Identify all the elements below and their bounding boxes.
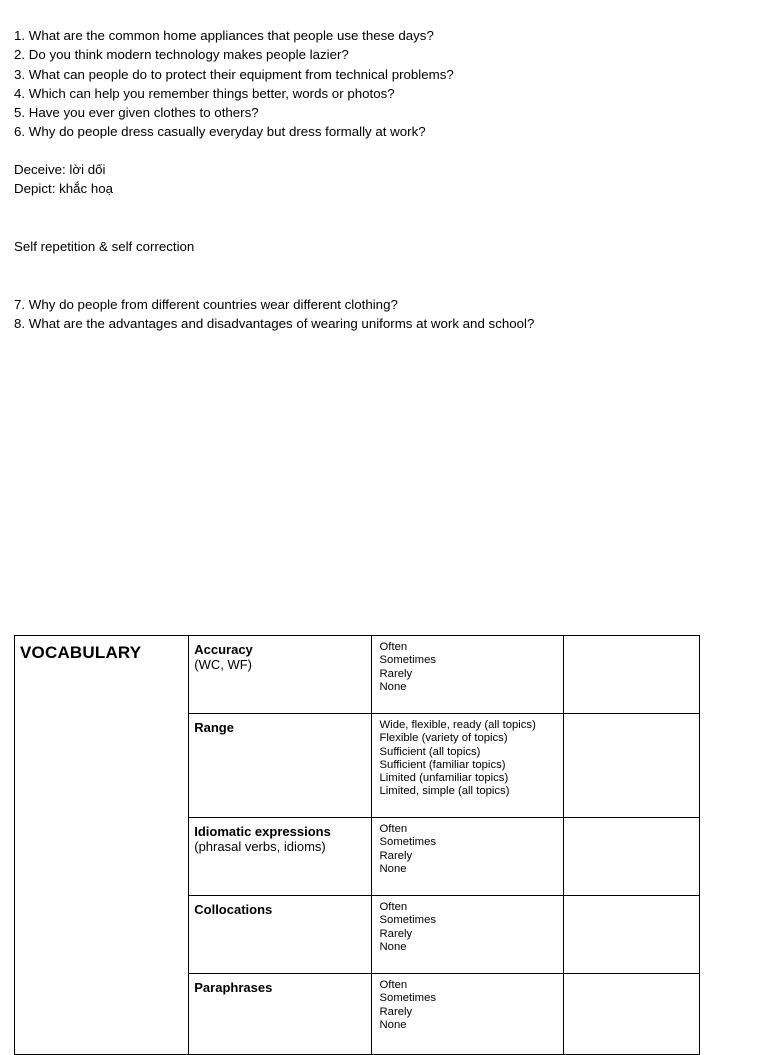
level-item: Sufficient (familiar topics) <box>379 758 506 771</box>
question-line: 4. Which can help you remember things better, words or photos? <box>14 85 395 101</box>
criterion-name: Range <box>194 720 234 735</box>
rubric-row-accuracy <box>15 636 700 714</box>
vocab-note-line: Depict: khắc hoạ <box>14 181 114 197</box>
vocabulary-notes <box>14 160 113 199</box>
levels-cell <box>371 896 563 974</box>
criterion-cell <box>189 636 371 714</box>
criterion-subtitle: (WC, WF) <box>194 657 253 672</box>
level-item: None <box>379 1018 407 1031</box>
question-line: 2. Do you think modern technology makes people lazier? <box>14 47 349 63</box>
questions-part-2 <box>14 295 534 334</box>
level-item: Rarely <box>379 667 413 680</box>
criterion-cell <box>189 974 371 1055</box>
score-cell[interactable] <box>563 636 699 714</box>
level-item: None <box>379 862 407 875</box>
question-line: 1. What are the common home appliances that people use these days? <box>14 28 434 43</box>
question-line: 3. What can people do to protect their equipment from technical problems? <box>14 66 454 82</box>
criterion-name: Accuracy <box>194 642 253 657</box>
level-item: Sometimes <box>379 836 437 849</box>
level-item: Often <box>379 979 408 991</box>
level-item: Limited, simple (all topics) <box>379 785 510 798</box>
level-item: Wide, flexible, ready (all topics) <box>379 719 536 731</box>
criterion-cell <box>189 896 371 974</box>
levels-cell <box>371 818 563 896</box>
criterion-name: Collocations <box>194 902 273 917</box>
criterion-cell <box>189 818 371 896</box>
vocabulary-rubric-table <box>14 635 700 1055</box>
level-item: Limited (unfamiliar topics) <box>379 772 509 785</box>
question-line: 8. What are the advantages and disadvantages of wearing uniforms at work and school? <box>14 316 535 332</box>
level-item: None <box>379 940 407 953</box>
level-item: Sufficient (all topics) <box>379 745 481 758</box>
levels-cell <box>371 636 563 714</box>
level-item: Rarely <box>379 927 413 940</box>
questions-part-1 <box>14 26 454 142</box>
level-item: Rarely <box>379 1005 413 1018</box>
question-line: 5. Have you ever given clothes to others? <box>14 105 259 121</box>
level-item: Sometimes <box>379 914 437 927</box>
levels-cell <box>371 974 563 1055</box>
vocab-note-line: Deceive: lời dối <box>14 162 106 177</box>
level-item: Often <box>379 901 408 913</box>
score-cell[interactable] <box>563 896 699 974</box>
section-title-cell <box>15 636 189 1055</box>
score-cell[interactable] <box>563 974 699 1055</box>
question-line: 7. Why do people from different countries wear different clothing? <box>14 297 398 312</box>
levels-cell <box>371 714 563 818</box>
criterion-name: Paraphrases <box>194 980 273 995</box>
level-item: Rarely <box>379 849 413 862</box>
level-item: None <box>379 680 407 693</box>
self-correction-note: Self repetition & self correction <box>14 239 195 254</box>
level-item: Sometimes <box>379 992 437 1005</box>
criterion-cell <box>189 714 371 818</box>
score-cell[interactable] <box>563 714 699 818</box>
criterion-subtitle: (phrasal verbs, idioms) <box>194 839 326 854</box>
question-line: 6. Why do people dress casually everyday but dress formally at work? <box>14 124 426 140</box>
level-item: Sometimes <box>379 654 437 667</box>
level-item: Often <box>379 823 408 835</box>
level-item: Flexible (variety of topics) <box>379 732 508 745</box>
criterion-name: Idiomatic expressions <box>194 824 331 839</box>
section-title: VOCABULARY <box>20 643 142 662</box>
score-cell[interactable] <box>563 818 699 896</box>
level-item: Often <box>379 641 408 653</box>
